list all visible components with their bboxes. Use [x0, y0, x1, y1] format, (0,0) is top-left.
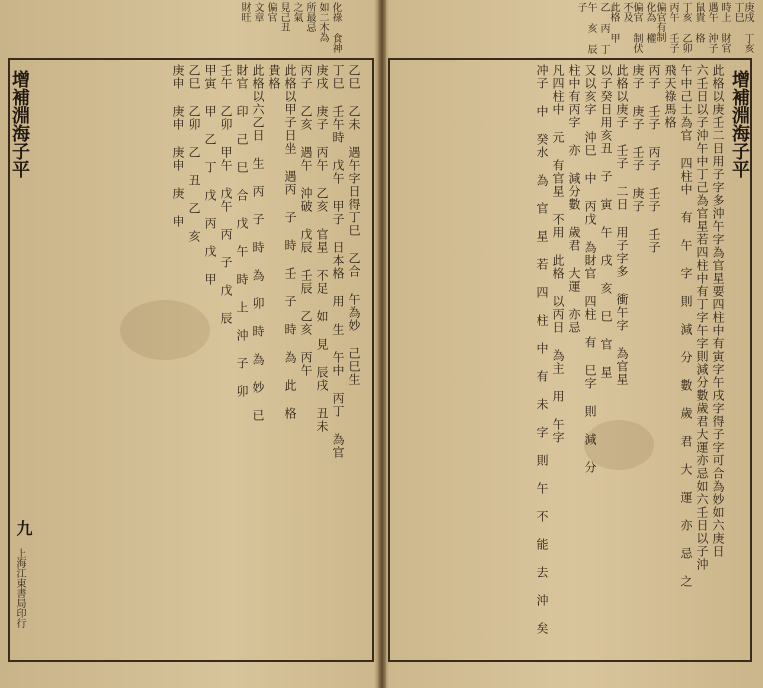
left-top-notes — [60, 2, 340, 56]
text-column: 此格以甲子日坐 遇丙 子 時 壬 子 時 為 此 格 — [283, 64, 297, 420]
note-column: 偏官 制伏 不及 — [621, 2, 642, 53]
text-column: 凡四柱中 元 有官星 不用 此格 以丙日 為主 用 午字 — [551, 64, 565, 444]
note-column: 此格 甲 乙 丙 丁 — [598, 2, 619, 54]
text-column: 丙子 乙亥 遇午 沖破 戊辰 壬辰 乙亥 丙午 — [299, 64, 313, 377]
text-column: 午中己土為官 四柱中 有 午 字 則 減 分 數 歲 君 大 運 亦 忌 之 — [679, 64, 693, 588]
note-column: 文章 — [252, 2, 263, 22]
left-page — [0, 0, 380, 688]
note-column: 午 亥 辰 子 — [575, 2, 596, 54]
page-edge-title: 增補淵海子平 — [9, 70, 30, 178]
text-column: 以子癸日用亥丑 子 寅 午 戌 亥 巳 官 星 — [599, 64, 613, 379]
note-column: 如二木為 — [317, 2, 328, 42]
right-page — [384, 0, 763, 688]
text-column: 柱中有丙字 亦 減分數 歲君 大運 亦忌 — [567, 64, 581, 334]
section-heading: 飛天祿馬格 — [663, 64, 677, 129]
right-top-notes — [392, 2, 752, 56]
note-column: 丁亥 乙卯 — [680, 2, 691, 53]
text-column: 甲寅 甲 乙 丁 戊 丙 戊 甲 — [203, 64, 217, 286]
page-number: 九 — [14, 520, 33, 536]
text-column: 丙子 壬子 丙子 壬子 壬子 — [647, 64, 661, 254]
text-column: 壬午 乙卯 甲午 戊午 丙 子 戊 辰 — [219, 64, 233, 325]
note-column: 之氣 — [291, 2, 302, 22]
note-column: 丙午 壬子 — [667, 2, 678, 53]
text-column: 此格以六乙日 生 丙 子 時 為 卯 時 為 妙 已 — [251, 64, 265, 422]
note-column: 偏官有制 化為 權 — [644, 2, 665, 43]
text-column: 丁巳 壬午時 戊午 甲子 日本格 用 生 午中 丙丁 為官 — [331, 64, 345, 459]
note-column: 化祿 食神 — [330, 2, 341, 53]
note-column: 財旺 — [239, 2, 250, 22]
note-column: 鼠貴 格 — [693, 2, 704, 43]
right-body-text — [394, 64, 724, 654]
left-body-text — [40, 64, 360, 654]
text-column: 又以亥字 沖巳 中 丙戊 為財官 四柱 有 巳字 則 減 分 — [583, 64, 597, 474]
publisher-imprint: 上海江東書局印行 — [14, 548, 25, 628]
note-column: 所最忌 — [304, 2, 315, 32]
text-column: 六壬日以子沖午中丁己為官星若四柱中有丁字午字則減分數歲君大運亦忌如六壬日以子沖 — [695, 64, 709, 571]
text-column: 財官 印 己 巳 合 戊 午 時 上 沖 子 卯 — [235, 64, 249, 398]
note-column: 遇午 沖子 — [706, 2, 717, 53]
text-column: 乙巳 乙未 遇午字日得丁巳 乙合 午為妙 己巳生 — [347, 64, 361, 386]
text-column: 庚子 庚子 壬子 庚子 — [631, 64, 645, 213]
text-column: 冲子 中 癸水 為 官 星 若 四 柱 中 有 未 字 則 午 不 能 去 沖 矣 — [535, 64, 549, 635]
note-column: 見己丑 — [278, 2, 289, 32]
text-column: 乙巳 乙卯 乙 丑 乙 亥 — [187, 64, 201, 243]
note-column: 庚戌 丁亥 丁巳 — [732, 2, 753, 53]
section-heading: 貴格 — [267, 64, 281, 90]
text-column: 此格以庚壬二日用子字多沖午字為官星要四柱中有寅字午戌字得子字可合為妙如六庚日 — [711, 64, 725, 558]
page-edge-title: 增補淵海子平 — [729, 70, 750, 178]
text-column: 庚申 庚申 庚申 庚 申 — [171, 64, 185, 228]
text-column: 庚戌 庚子 丙午 乙亥 官星 不足 如 見 辰戌 丑未 — [315, 64, 329, 433]
note-column: 偏官 — [265, 2, 276, 22]
text-column: 此格以庚子 壬子 二日 用子字多 衝午字 為官星 — [615, 64, 629, 386]
note-column: 時上 財官 — [719, 2, 730, 53]
